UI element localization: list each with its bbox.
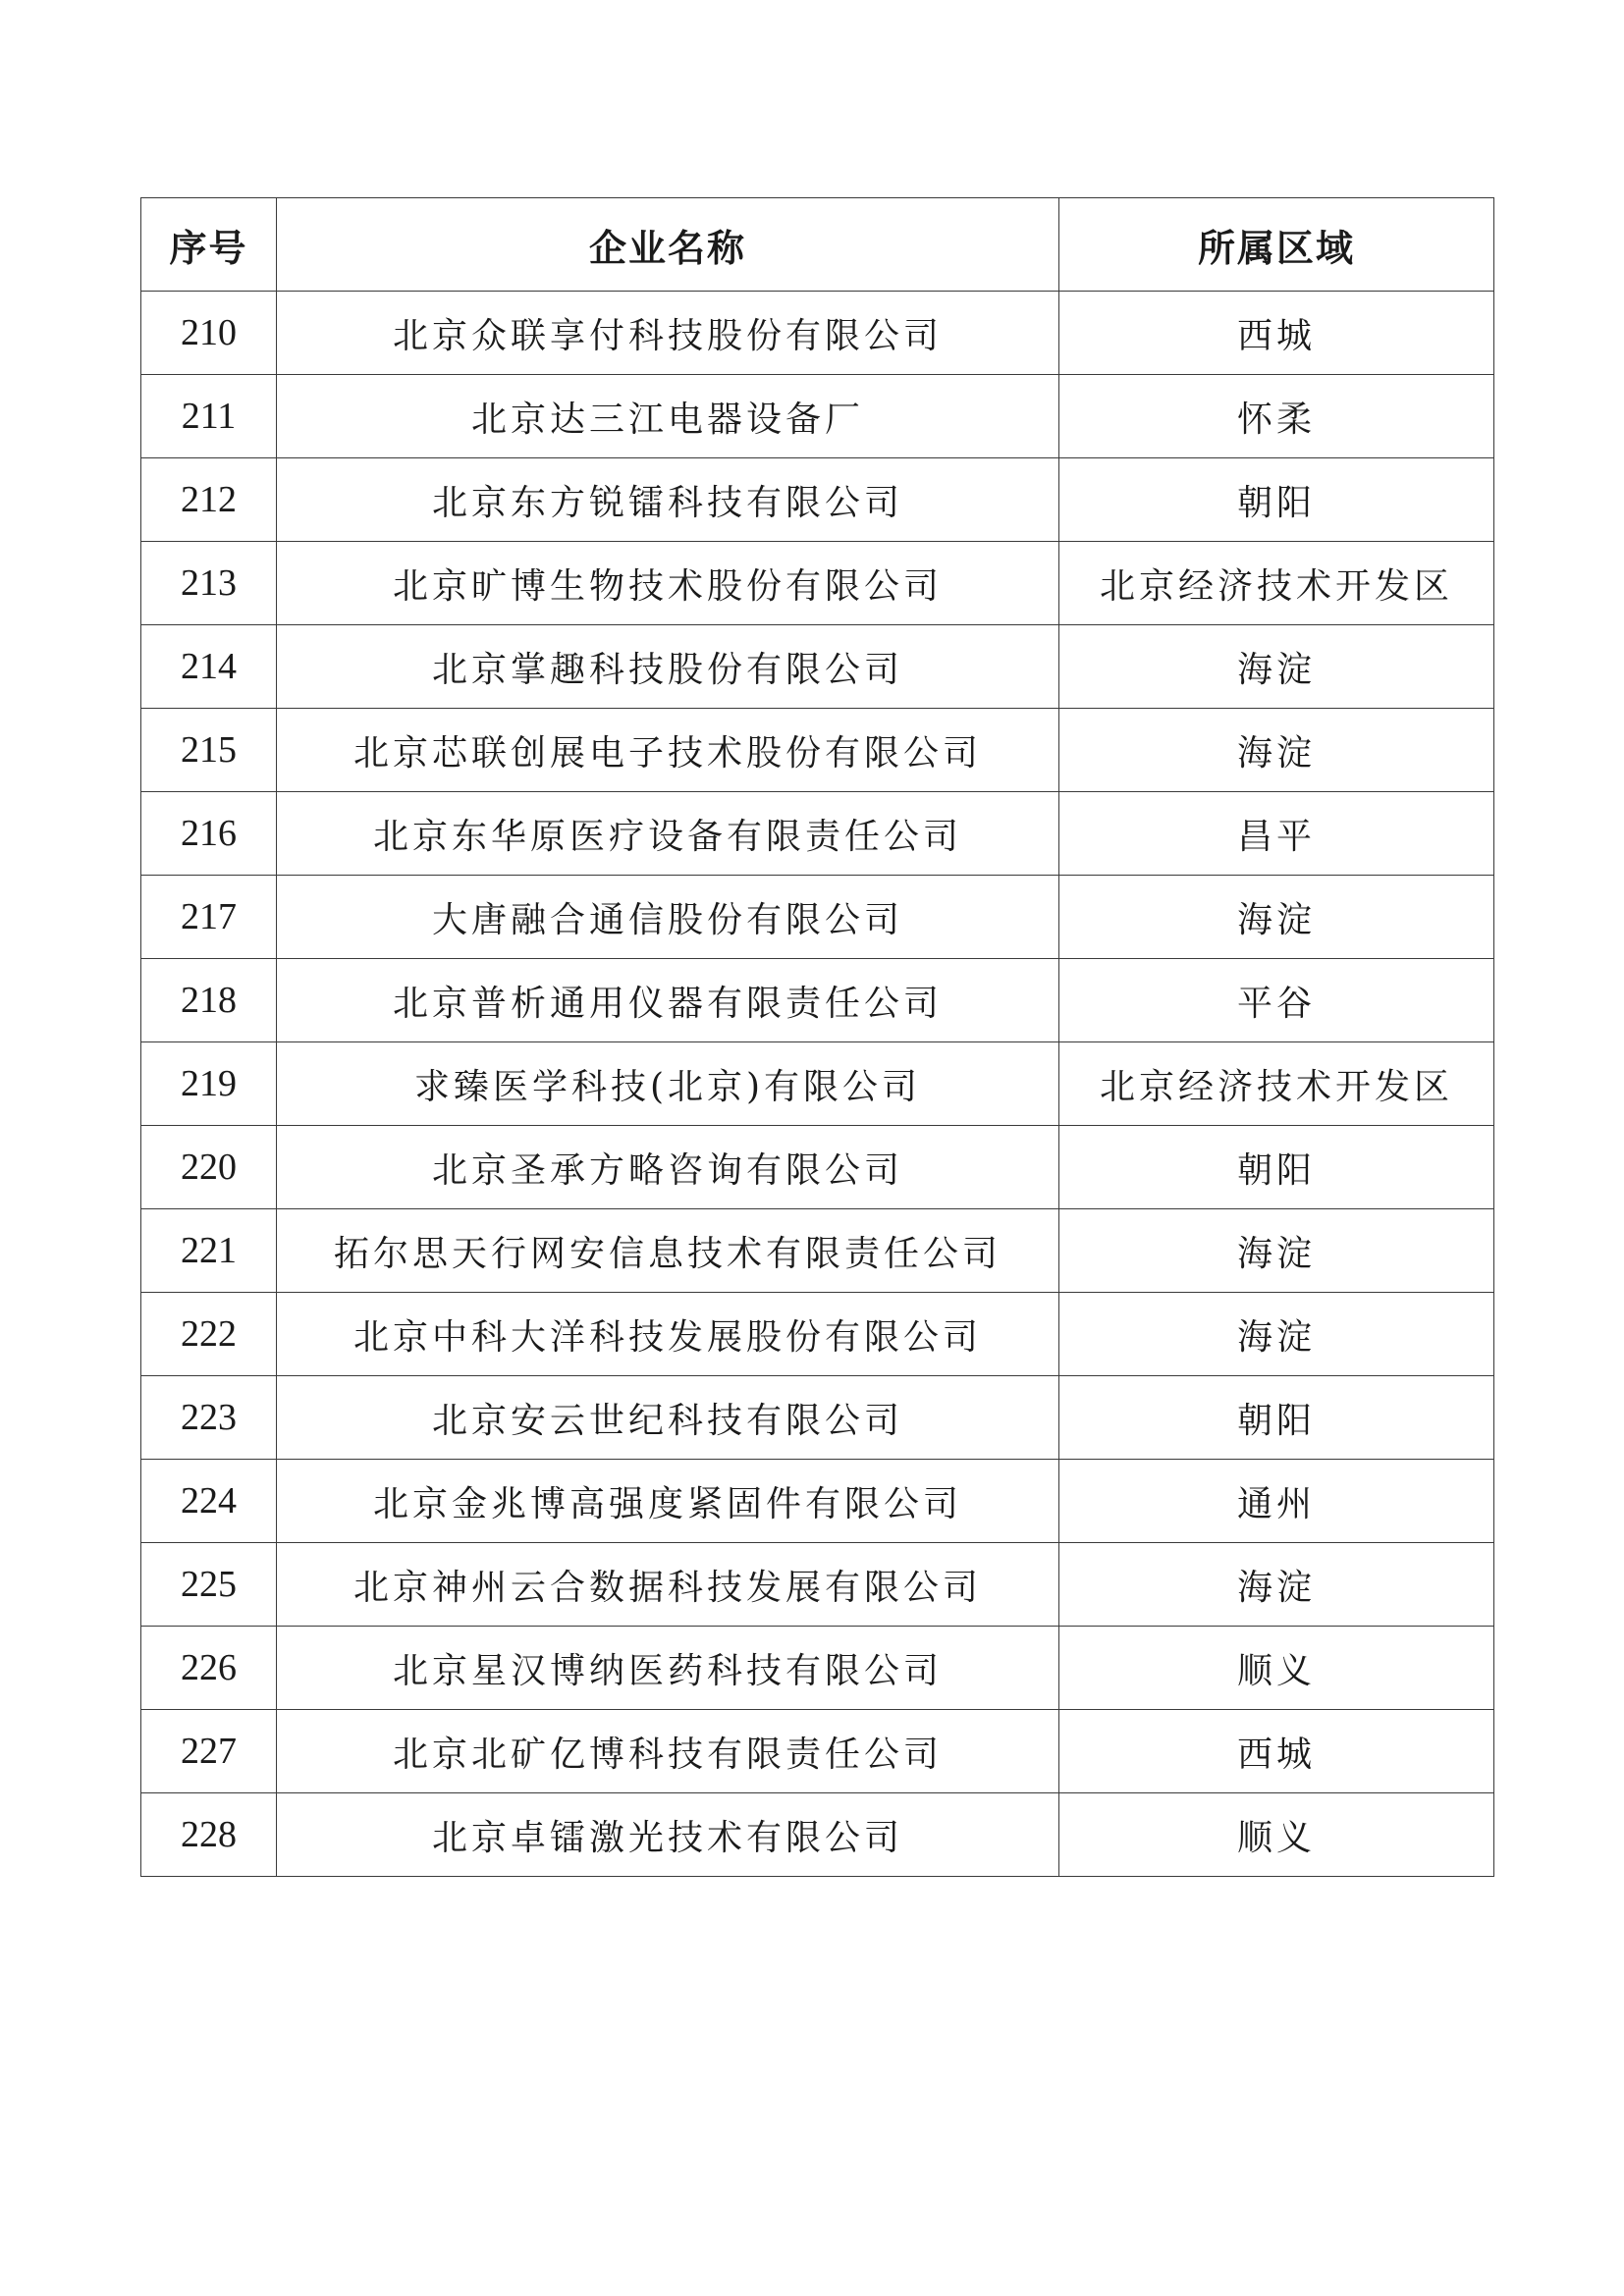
row-region: 海淀 xyxy=(1059,1543,1494,1627)
table-row xyxy=(141,792,1494,876)
table-row xyxy=(141,1627,1494,1710)
row-region: 海淀 xyxy=(1059,876,1494,959)
row-region: 朝阳 xyxy=(1059,458,1494,542)
table-row xyxy=(141,375,1494,458)
row-serial-number: 225 xyxy=(141,1543,277,1627)
table-row xyxy=(141,1042,1494,1126)
row-company-name: 北京卓镭激光技术有限公司 xyxy=(277,1793,1059,1877)
row-region: 海淀 xyxy=(1059,1293,1494,1376)
enterprise-table xyxy=(140,197,1494,1877)
row-region: 西城 xyxy=(1059,292,1494,375)
table-row xyxy=(141,709,1494,792)
row-serial-number: 214 xyxy=(141,625,277,709)
row-region: 北京经济技术开发区 xyxy=(1059,1042,1494,1126)
table-row xyxy=(141,1793,1494,1877)
row-serial-number: 227 xyxy=(141,1710,277,1793)
table-row xyxy=(141,625,1494,709)
row-company-name: 大唐融合通信股份有限公司 xyxy=(277,876,1059,959)
table-row xyxy=(141,876,1494,959)
table-row xyxy=(141,959,1494,1042)
header-company-name: 企业名称 xyxy=(277,198,1059,292)
header-region: 所属区域 xyxy=(1059,198,1494,292)
table-row xyxy=(141,1543,1494,1627)
row-region: 怀柔 xyxy=(1059,375,1494,458)
row-serial-number: 222 xyxy=(141,1293,277,1376)
row-region: 海淀 xyxy=(1059,1209,1494,1293)
row-serial-number: 215 xyxy=(141,709,277,792)
table-row xyxy=(141,1460,1494,1543)
table-row xyxy=(141,458,1494,542)
table-row xyxy=(141,1209,1494,1293)
table-row xyxy=(141,292,1494,375)
row-serial-number: 220 xyxy=(141,1126,277,1209)
row-company-name: 北京达三江电器设备厂 xyxy=(277,375,1059,458)
row-serial-number: 224 xyxy=(141,1460,277,1543)
table-row xyxy=(141,1376,1494,1460)
header-serial-number: 序号 xyxy=(141,198,277,292)
row-serial-number: 228 xyxy=(141,1793,277,1877)
row-region: 西城 xyxy=(1059,1710,1494,1793)
row-serial-number: 223 xyxy=(141,1376,277,1460)
row-region: 顺义 xyxy=(1059,1627,1494,1710)
table-row xyxy=(141,1126,1494,1209)
row-serial-number: 212 xyxy=(141,458,277,542)
row-company-name: 北京普析通用仪器有限责任公司 xyxy=(277,959,1059,1042)
row-region: 顺义 xyxy=(1059,1793,1494,1877)
table-row xyxy=(141,542,1494,625)
table-header xyxy=(141,198,1494,292)
row-serial-number: 217 xyxy=(141,876,277,959)
row-company-name: 北京众联享付科技股份有限公司 xyxy=(277,292,1059,375)
row-company-name: 拓尔思天行网安信息技术有限责任公司 xyxy=(277,1209,1059,1293)
row-serial-number: 211 xyxy=(141,375,277,458)
row-serial-number: 210 xyxy=(141,292,277,375)
row-region: 海淀 xyxy=(1059,709,1494,792)
row-company-name: 北京东方锐镭科技有限公司 xyxy=(277,458,1059,542)
row-company-name: 北京神州云合数据科技发展有限公司 xyxy=(277,1543,1059,1627)
table-row xyxy=(141,1710,1494,1793)
row-region: 北京经济技术开发区 xyxy=(1059,542,1494,625)
row-company-name: 北京星汉博纳医药科技有限公司 xyxy=(277,1627,1059,1710)
row-serial-number: 216 xyxy=(141,792,277,876)
row-company-name: 北京东华原医疗设备有限责任公司 xyxy=(277,792,1059,876)
row-serial-number: 219 xyxy=(141,1042,277,1126)
row-company-name: 北京掌趣科技股份有限公司 xyxy=(277,625,1059,709)
row-company-name: 北京安云世纪科技有限公司 xyxy=(277,1376,1059,1460)
header-row xyxy=(141,198,1494,292)
row-region: 朝阳 xyxy=(1059,1126,1494,1209)
row-company-name: 北京圣承方略咨询有限公司 xyxy=(277,1126,1059,1209)
row-serial-number: 221 xyxy=(141,1209,277,1293)
table-body xyxy=(141,292,1494,1877)
row-company-name: 北京旷博生物技术股份有限公司 xyxy=(277,542,1059,625)
row-region: 平谷 xyxy=(1059,959,1494,1042)
row-company-name: 北京北矿亿博科技有限责任公司 xyxy=(277,1710,1059,1793)
row-company-name: 求臻医学科技(北京)有限公司 xyxy=(277,1042,1059,1126)
row-company-name: 北京金兆博高强度紧固件有限公司 xyxy=(277,1460,1059,1543)
row-serial-number: 226 xyxy=(141,1627,277,1710)
table-row xyxy=(141,1293,1494,1376)
row-region: 昌平 xyxy=(1059,792,1494,876)
row-serial-number: 218 xyxy=(141,959,277,1042)
row-region: 朝阳 xyxy=(1059,1376,1494,1460)
row-company-name: 北京中科大洋科技发展股份有限公司 xyxy=(277,1293,1059,1376)
row-company-name: 北京芯联创展电子技术股份有限公司 xyxy=(277,709,1059,792)
row-serial-number: 213 xyxy=(141,542,277,625)
row-region: 海淀 xyxy=(1059,625,1494,709)
row-region: 通州 xyxy=(1059,1460,1494,1543)
